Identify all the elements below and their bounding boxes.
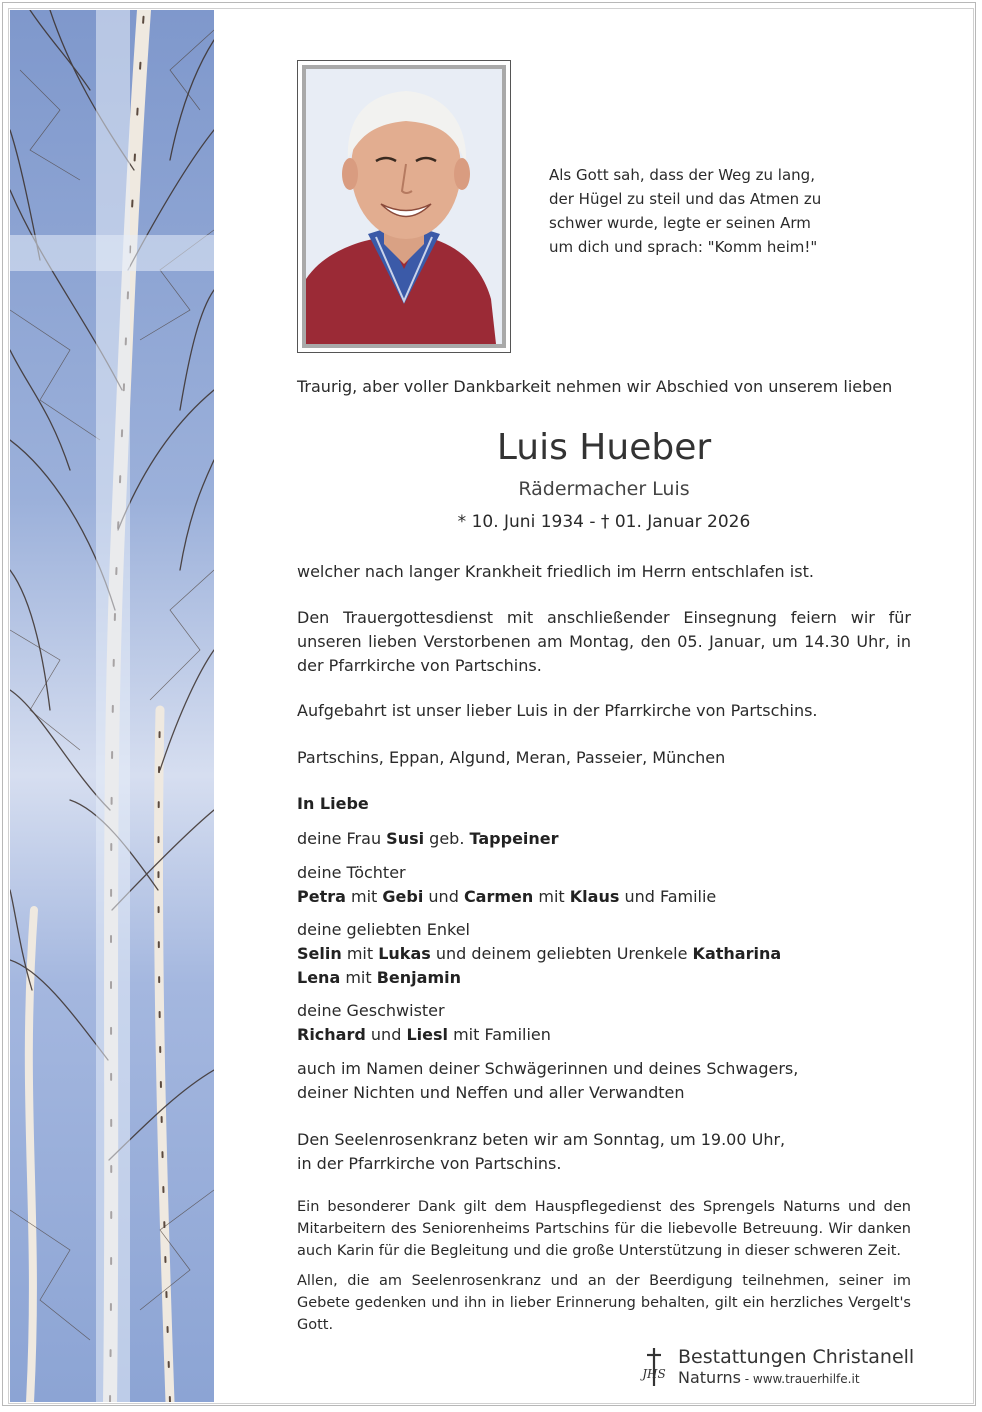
funeral-home-url: - www.trauerhilfe.it [740, 1372, 860, 1386]
quote-line: der Hügel zu steil und das Atmen zu [549, 190, 822, 208]
thanks-text: Ein besonderer Dank gilt dem Hauspflegedienst des Sprengels Naturns und den Mitarbeitern des Seniorenheims Partschins für die liebevolle Betreuung. Wir danken auch Karin für die Begleitung und die große Unterstützung in dieser schweren Zeit. [297, 1199, 911, 1259]
life-dates: * 10. Juni 1934 - † 01. Januar 2026 [457, 512, 751, 532]
cross-vertical [96, 10, 130, 1402]
quote-line: um dich und sprach: "Komm heim!" [549, 238, 818, 256]
mourner-daughters: Petra mit Gebi und Carmen mit Klaus und Familie [297, 887, 717, 906]
intro-text: Traurig, aber voller Dankbarkeit nehmen wir Abschied von unserem lieben [297, 377, 893, 396]
funeral-home-city: Naturns - www.trauerhilfe.it [678, 1368, 860, 1387]
viewing-text: Aufgebahrt ist unser lieber Luis in der Pfarrkirche von Partschins. [297, 701, 818, 720]
quote-line: schwer wurde, legte er seinen Arm [549, 214, 811, 232]
mourner-grandchildren-2: Lena mit Benjamin [297, 968, 461, 987]
gratitude-text: Allen, die am Seelenrosenkranz und an der Beerdigung teilnehmen, seiner im Gebete gedenken und ihn in lieber Erinnerung behalten, gilt ein herzliches Vergelt's Gott. [297, 1273, 911, 1333]
relatives-line: deiner Nichten und Neffen und aller Verwandten [297, 1083, 685, 1102]
passing-text: welcher nach langer Krankheit friedlich im Herrn entschlafen ist. [297, 562, 814, 581]
rosary-line: in der Pfarrkirche von Partschins. [297, 1154, 562, 1173]
mourner-daughters-label: deine Töchter [297, 863, 406, 882]
funeral-home-name: Bestattungen Christanell [678, 1346, 915, 1368]
memorial-quote [549, 163, 849, 259]
portrait-photo [306, 69, 502, 344]
mourners-heading: In Liebe [297, 794, 369, 813]
deceased-name: Luis Hueber [496, 427, 712, 468]
deceased-nickname: Rädermacher Luis [518, 478, 690, 500]
tree-cross-panel [10, 10, 214, 1402]
mourner-siblings: Richard und Liesl mit Familien [297, 1025, 551, 1044]
mourner-wife: deine Frau Susi geb. Tappeiner [297, 829, 559, 848]
service-text: Den Trauergottesdienst mit anschließender Einsegnung feiern wir für unseren lieben Verstorbenen am Montag, den 05. Januar, um 14.30 Uhr, in der Pfarrkirche von Partschins. [297, 608, 911, 675]
birch-tree-image [10, 10, 214, 1402]
funeral-home-logo [636, 1344, 916, 1392]
cross-monogram-icon [636, 1346, 672, 1388]
quote-line: Als Gott sah, dass der Weg zu lang, [549, 166, 815, 184]
rosary-line: Den Seelenrosenkranz beten wir am Sonntag, um 19.00 Uhr, [297, 1130, 786, 1149]
relatives-line: auch im Namen deiner Schwägerinnen und deines Schwagers, [297, 1059, 799, 1078]
mourner-siblings-label: deine Geschwister [297, 1001, 445, 1020]
portrait-frame [297, 60, 511, 353]
svg-text:JHS: JHS [642, 1367, 666, 1381]
cross-horizontal [10, 235, 214, 271]
places-text: Partschins, Eppan, Algund, Meran, Passeier, München [297, 748, 726, 767]
mourner-grandchildren: Selin mit Lukas und deinem geliebten Urenkele Katharina [297, 944, 782, 963]
mourner-grandchildren-label: deine geliebten Enkel [297, 920, 470, 939]
